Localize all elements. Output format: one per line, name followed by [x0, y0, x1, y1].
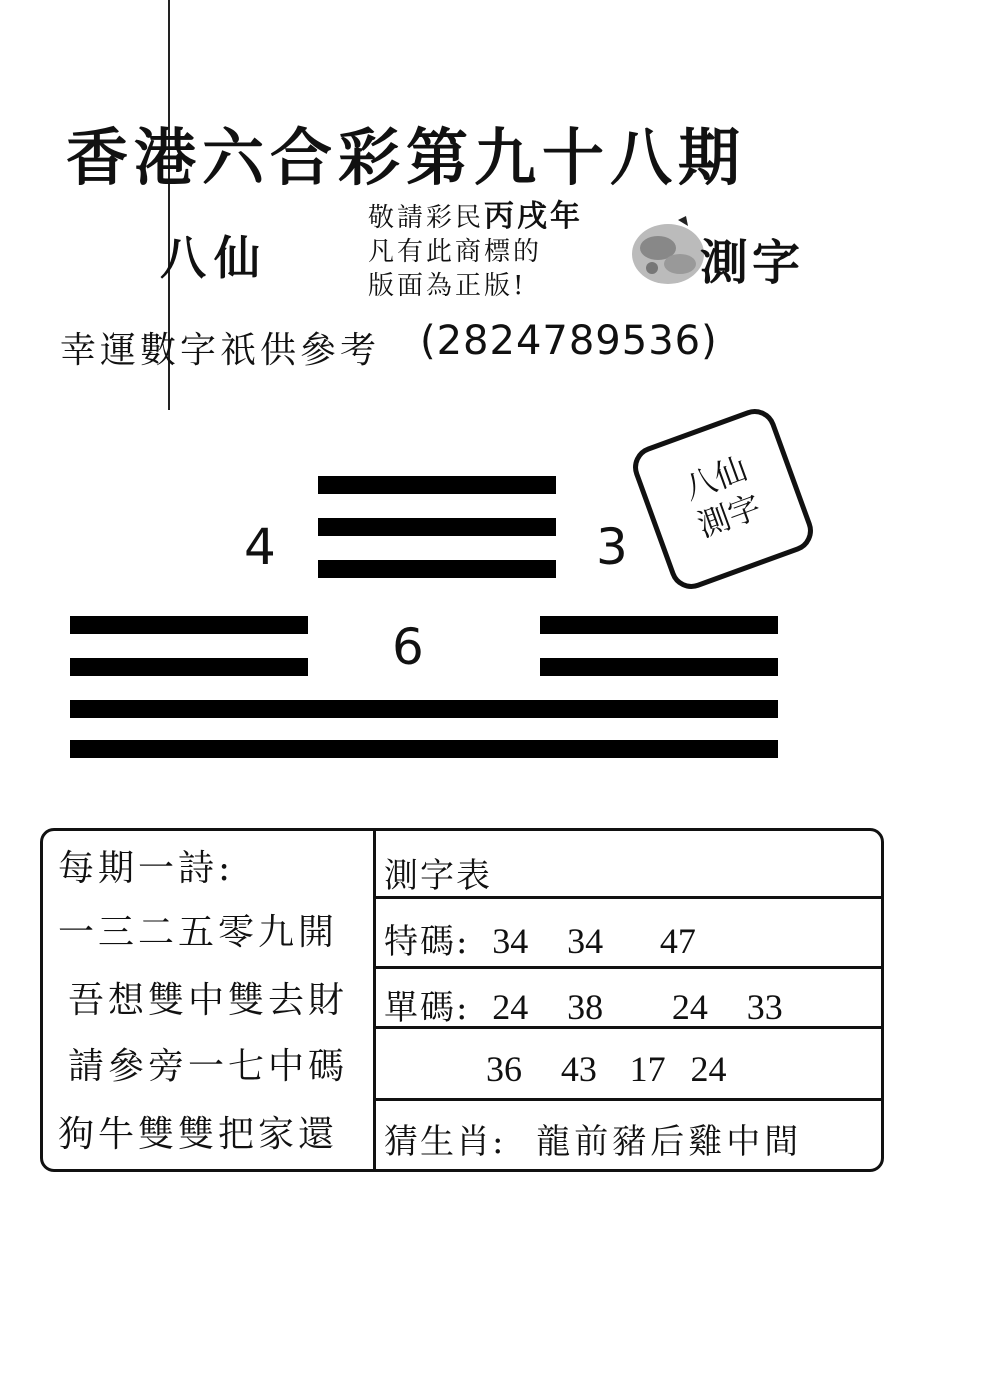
- single-number: 36: [486, 1049, 522, 1089]
- single-number-row-2: [486, 1048, 726, 1090]
- single-number: 17: [629, 1049, 666, 1089]
- trigram-number-center: 6: [392, 618, 424, 676]
- poem-line: 吾想雙中雙去財: [68, 980, 349, 1021]
- single-label: 單碼:: [384, 988, 470, 1028]
- notice-line3: 版面為正版!: [368, 271, 527, 301]
- brand-name-right: 測字: [700, 235, 805, 291]
- table-header: 測字表: [384, 856, 492, 896]
- page-title: 香港六合彩第九十八期: [66, 121, 747, 194]
- trigram-number-right: 3: [596, 518, 628, 576]
- trigram-bar-top-2: [318, 518, 556, 536]
- table-row-line-4: [376, 1098, 884, 1101]
- zodiac-value: 龍前豬后雞中間: [536, 1122, 803, 1162]
- trigram-bar-left-2: [70, 658, 308, 676]
- special-number: 47: [659, 921, 696, 961]
- notice-line1: 敬請彩民: [368, 203, 485, 233]
- special-label: 特碼:: [384, 922, 470, 962]
- poem-heading: 每期一詩:: [58, 848, 235, 889]
- notice-year: 丙戌年: [484, 199, 584, 234]
- trigram-number-left: 4: [244, 518, 276, 576]
- single-number: 33: [746, 987, 783, 1027]
- stamp-line1: 八仙: [678, 449, 753, 508]
- stamp-line2: 測字: [692, 487, 766, 545]
- single-number: 24: [671, 987, 708, 1027]
- lucky-numbers: (2824789536): [420, 318, 718, 364]
- trigram-bar-full-1: [70, 700, 778, 718]
- poem-line: 狗牛雙雙把家還: [58, 1114, 339, 1155]
- single-number: 43: [560, 1049, 597, 1089]
- special-number: 34: [492, 921, 529, 961]
- special-number: 34: [567, 921, 604, 961]
- table-row-line-2: [376, 966, 884, 969]
- single-number: 38: [567, 987, 604, 1027]
- brand-name-left: 八仙: [160, 231, 268, 285]
- trigram-bar-top-1: [318, 476, 556, 494]
- zodiac-row: [384, 1114, 802, 1163]
- trigram-bar-top-3: [318, 560, 556, 578]
- trigram-bar-right-1: [540, 616, 778, 634]
- zodiac-label: 猜生肖:: [384, 1122, 506, 1162]
- poem-line: 請參旁一七中碼: [68, 1046, 349, 1087]
- table-divider: [373, 828, 376, 1172]
- lucky-number-label: 幸運數字祇供參考: [60, 330, 381, 371]
- authenticity-notice: [368, 200, 583, 303]
- trigram-bar-left-1: [70, 616, 308, 634]
- poem-line: 一三二五零九開: [58, 912, 339, 953]
- notice-line2: 凡有此商標的: [368, 237, 543, 267]
- trademark-logo-icon: [628, 212, 708, 292]
- trigram-bar-right-2: [540, 658, 778, 676]
- single-number-row: [384, 980, 783, 1029]
- brand-stamp: [627, 403, 819, 595]
- single-number: 24: [690, 1049, 727, 1089]
- special-number-row: [384, 914, 696, 963]
- trigram-bar-full-2: [70, 740, 778, 758]
- single-number: 24: [492, 987, 529, 1027]
